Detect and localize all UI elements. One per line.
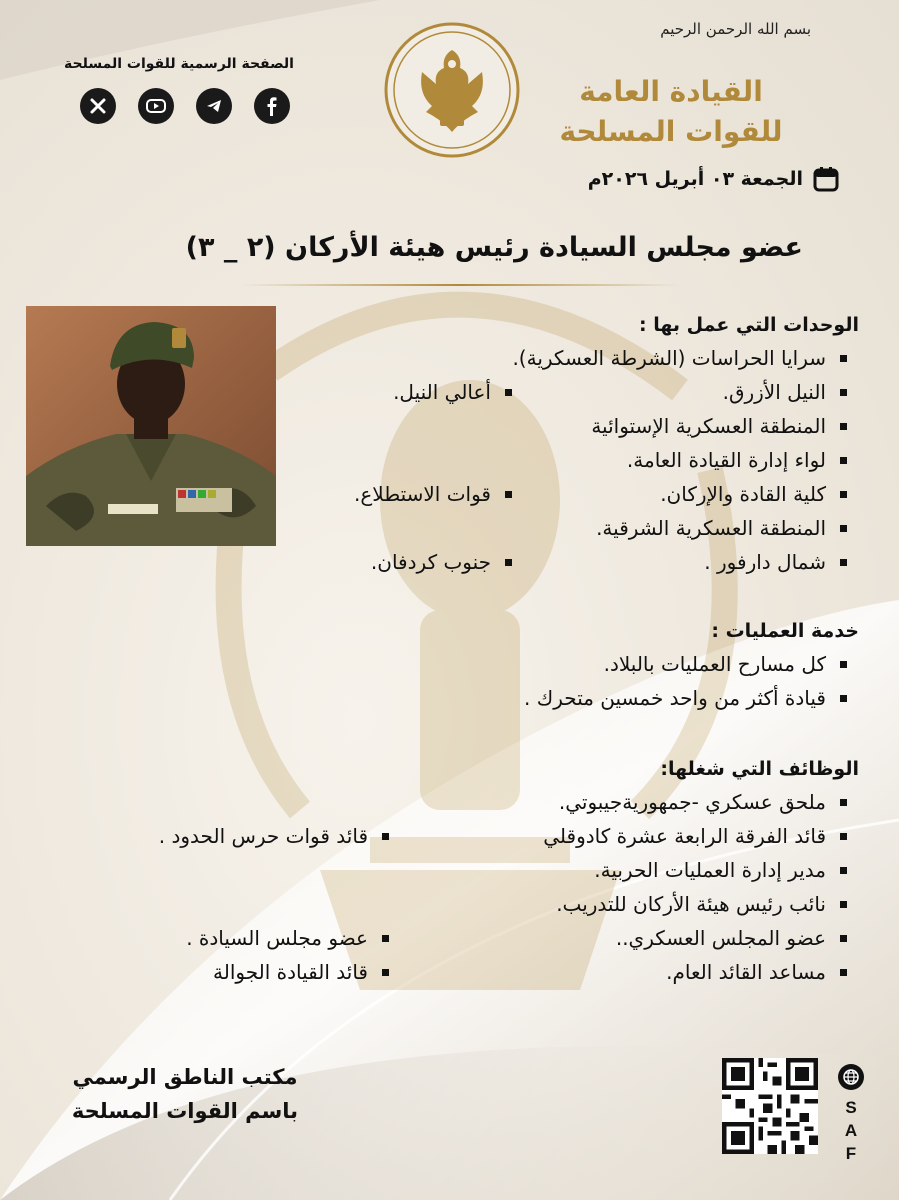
calendar-icon xyxy=(813,166,839,192)
facebook-icon[interactable] xyxy=(254,88,290,124)
globe-icon[interactable] xyxy=(838,1064,864,1090)
bullet xyxy=(382,969,389,976)
bullet xyxy=(505,559,512,566)
unit-item: المنطقة العسكرية الشرقية. xyxy=(596,516,847,540)
bullet xyxy=(505,491,512,498)
bullet xyxy=(840,867,847,874)
armed-forces-emblem-logo xyxy=(382,20,522,160)
social-title: الصفحة الرسمية للقوات المسلحة xyxy=(64,56,294,72)
spokesperson-line1: مكتب الناطق الرسمي xyxy=(72,1065,298,1089)
date-text: الجمعة ٠٣ أبريل ٢٠٢٦م xyxy=(587,168,803,190)
date-row xyxy=(588,166,839,192)
unit-item: لواء إدارة القيادة العامة. xyxy=(627,448,847,472)
positions-heading: الوظائف التي شغلها: xyxy=(660,758,859,780)
bullet xyxy=(840,355,847,362)
position-item: قائد القيادة الجوالة xyxy=(213,960,389,984)
bullet xyxy=(840,491,847,498)
unit-item: كلية القادة والإركان. xyxy=(660,482,847,506)
bullet xyxy=(840,901,847,908)
x-icon[interactable] xyxy=(80,88,116,124)
saf-letter: F xyxy=(845,1144,857,1163)
saf-brand xyxy=(836,1064,866,1165)
bullet xyxy=(840,389,847,396)
spokesperson-office xyxy=(50,1060,320,1128)
bullet xyxy=(840,935,847,942)
social-icons xyxy=(80,88,290,124)
position-item: نائب رئيس هيئة الأركان للتدريب. xyxy=(556,892,847,916)
bullet xyxy=(840,695,847,702)
youtube-icon[interactable] xyxy=(138,88,174,124)
position-item: عضو مجلس السيادة . xyxy=(186,926,389,950)
bullet xyxy=(840,799,847,806)
spokesperson-line2: باسم القوات المسلحة xyxy=(71,1099,299,1123)
bullet xyxy=(505,389,512,396)
main-title: عضو مجلس السيادة رئيس هيئة الأركان (٢ _ ٣) xyxy=(185,232,803,263)
bullet xyxy=(840,969,847,976)
position-item: مساعد القائد العام. xyxy=(666,960,847,984)
position-item: ملحق عسكري -جمهوريةجيبوتي. xyxy=(559,790,847,814)
unit-item: جنوب كردفان. xyxy=(371,550,512,574)
bullet xyxy=(840,833,847,840)
unit-item: أعالي النيل. xyxy=(393,380,512,404)
position-item: عضو المجلس العسكري.. xyxy=(616,926,847,950)
portrait-photo xyxy=(26,306,276,546)
qr-code-icon[interactable] xyxy=(722,1058,818,1154)
org-name-line2: للقوات المسلحة xyxy=(559,115,783,148)
position-item: قائد الفرقة الرابعة عشرة كادوقلي xyxy=(543,824,847,848)
operations-heading: خدمة العمليات : xyxy=(711,620,859,642)
bullet xyxy=(382,833,389,840)
units-heading: الوحدات التي عمل بها : xyxy=(638,314,859,336)
operation-item: كل مسارح العمليات بالبلاد. xyxy=(604,652,847,676)
unit-item: قوات الاستطلاع. xyxy=(354,482,512,506)
unit-item: النيل الأزرق. xyxy=(723,380,847,404)
bullet xyxy=(382,935,389,942)
position-item: قائد قوات حرس الحدود . xyxy=(159,824,389,848)
operation-item: قيادة أكثر من واحد خمسين متحرك . xyxy=(524,686,847,710)
bullet xyxy=(840,457,847,464)
basmala: بسم الله الرحمن الرحيم xyxy=(660,20,811,38)
bullet xyxy=(840,661,847,668)
bullet xyxy=(840,423,847,430)
bullet xyxy=(840,559,847,566)
org-name-line1: القيادة العامة xyxy=(579,75,763,108)
org-name xyxy=(521,72,821,152)
position-item: مدير إدارة العمليات الحربية. xyxy=(594,858,847,882)
unit-item: سرايا الحراسات (الشرطة العسكرية). xyxy=(512,346,847,370)
title-divider xyxy=(240,284,680,286)
unit-item: المنطقة العسكرية الإستوائية xyxy=(591,414,847,438)
bullet xyxy=(840,525,847,532)
unit-item: شمال دارفور . xyxy=(704,550,847,574)
saf-letter: S xyxy=(845,1098,857,1117)
telegram-icon[interactable] xyxy=(196,88,232,124)
saf-letter: A xyxy=(844,1121,858,1140)
